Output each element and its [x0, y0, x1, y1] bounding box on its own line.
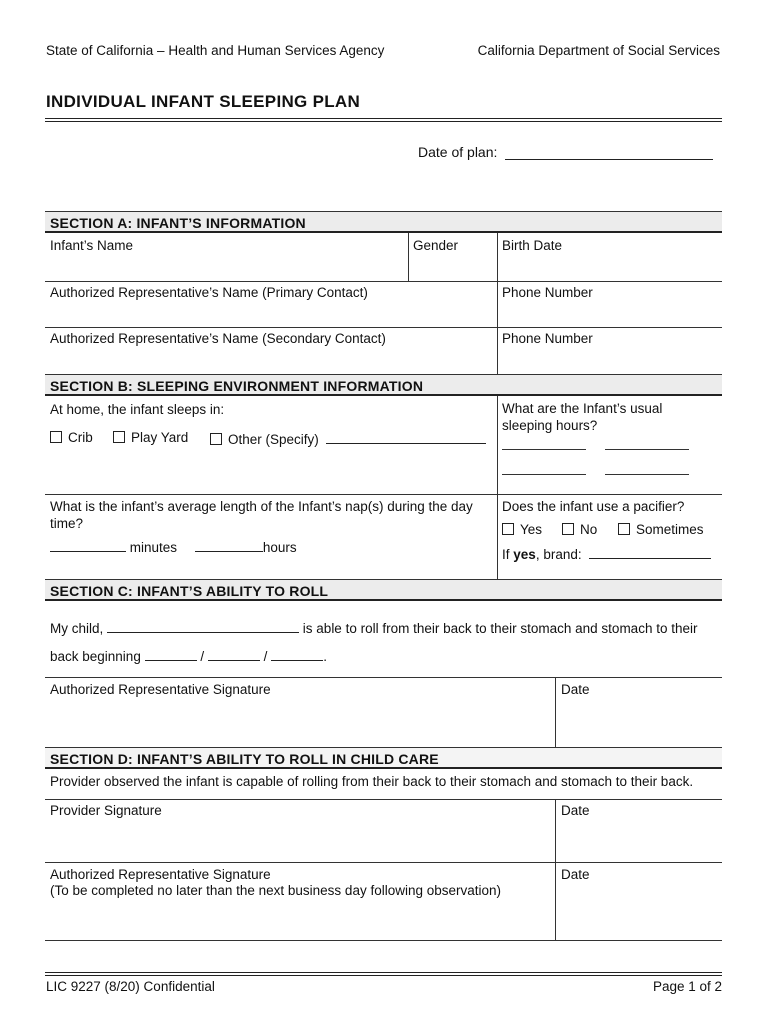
roll-statement-line1	[50, 619, 697, 636]
my-child-label: My child,	[50, 621, 104, 636]
nap-length-question: What is the infant’s average length of the Infant’s nap(s) during the day time?	[50, 499, 473, 531]
date-label: Date	[561, 682, 590, 697]
no-label: No	[580, 522, 598, 537]
divider	[497, 233, 498, 374]
section-b-heading: SECTION B: SLEEPING ENVIRONMENT INFORMATION	[50, 378, 424, 394]
divider	[555, 799, 556, 940]
roll-statement-line2	[50, 647, 327, 664]
section-a-header	[45, 211, 722, 233]
footer-divider	[45, 972, 722, 973]
row-divider	[45, 677, 722, 678]
minutes-label: minutes	[129, 540, 178, 555]
department-name: California Department of Social Services	[477, 43, 720, 58]
yes-bold: yes	[513, 547, 536, 562]
provider-observation: Provider observed the infant is capable of rolling from their back to their stomach and stomach to their back.	[50, 774, 694, 789]
other-specify-field[interactable]	[326, 430, 486, 444]
yes-label: Yes	[520, 522, 543, 537]
play-yard-label: Play Yard	[131, 430, 189, 445]
rep-signature-label: Authorized Representative Signature	[50, 682, 271, 697]
primary-contact-label: Authorized Representative’s Name (Primary Contact)	[50, 285, 368, 300]
title-divider	[45, 118, 722, 119]
sometimes-label: Sometimes	[636, 522, 704, 537]
form-title: INDIVIDUAL INFANT SLEEPING PLAN	[46, 92, 361, 111]
child-name-field[interactable]	[107, 619, 299, 633]
secondary-contact-label: Authorized Representative’s Name (Secondary Contact)	[50, 331, 386, 346]
date-of-plan-field[interactable]	[505, 145, 713, 160]
roll-statement-text: is able to roll from their back to their stomach and stomach to their	[302, 621, 698, 636]
sleep-hours-field[interactable]	[605, 474, 689, 475]
nap-duration	[50, 538, 297, 555]
divider	[497, 396, 498, 579]
roll-month-field[interactable]	[145, 647, 197, 661]
sleep-hours-field[interactable]	[502, 474, 586, 475]
agency-name: State of California – Health and Human Services Agency	[46, 43, 385, 58]
other-label: Other (Specify)	[228, 432, 319, 447]
pacifier-question: Does the infant use a pacifier?	[502, 499, 685, 514]
title-divider	[45, 121, 722, 122]
pacifier-no-checkbox[interactable]	[562, 523, 574, 535]
date-separator: /	[263, 649, 268, 664]
sleep-hours-field[interactable]	[502, 449, 586, 450]
page-number: Page 1 of 2	[652, 979, 722, 994]
infant-name-label: Infant’s Name	[50, 238, 134, 253]
row-divider	[45, 940, 722, 941]
pacifier-no-option[interactable]	[562, 522, 597, 537]
footer-divider	[45, 975, 722, 976]
pacifier-yes-checkbox[interactable]	[502, 523, 514, 535]
roll-day-field[interactable]	[208, 647, 260, 661]
sleep-hours-field[interactable]	[605, 449, 689, 450]
divider	[555, 677, 556, 747]
pacifier-brand	[502, 545, 711, 562]
pacifier-yes-option[interactable]	[502, 522, 542, 537]
pacifier-sometimes-option[interactable]	[618, 522, 704, 537]
play-yard-checkbox[interactable]	[113, 431, 125, 443]
row-divider	[45, 281, 722, 282]
other-option[interactable]	[210, 430, 486, 447]
provider-signature-label: Provider Signature	[50, 803, 162, 818]
period: .	[323, 649, 327, 664]
section-d-heading: SECTION D: INFANT’S ABILITY TO ROLL IN CHILD CARE	[50, 751, 439, 767]
date-label: Date	[561, 867, 590, 882]
section-a-heading: SECTION A: INFANT’S INFORMATION	[50, 215, 306, 231]
gender-label: Gender	[413, 238, 459, 253]
phone-number-label: Phone Number	[502, 285, 593, 300]
if-label: If	[502, 547, 510, 562]
hours-label: hours	[262, 540, 297, 555]
row-divider	[45, 799, 722, 800]
pacifier-sometimes-checkbox[interactable]	[618, 523, 630, 535]
crib-option[interactable]	[50, 430, 93, 445]
crib-checkbox[interactable]	[50, 431, 62, 443]
row-divider	[45, 494, 722, 495]
rep-signature-note: (To be completed no later than the next business day following observation)	[50, 883, 502, 898]
brand-field[interactable]	[589, 545, 711, 559]
play-yard-option[interactable]	[113, 430, 188, 445]
nap-hours-field[interactable]	[195, 538, 263, 552]
row-divider	[45, 862, 722, 863]
back-beginning-label: back beginning	[50, 649, 141, 664]
section-c-header	[45, 579, 722, 601]
row-divider	[45, 327, 722, 328]
date-of-plan-label: Date of plan:	[418, 144, 498, 160]
roll-year-field[interactable]	[271, 647, 323, 661]
rep-signature-label: Authorized Representative Signature	[50, 867, 271, 882]
home-sleep-label: At home, the infant sleeps in:	[50, 402, 225, 417]
section-c-heading: SECTION C: INFANT’S ABILITY TO ROLL	[50, 583, 329, 599]
other-checkbox[interactable]	[210, 433, 222, 445]
nap-minutes-field[interactable]	[50, 538, 126, 552]
birth-date-label: Birth Date	[502, 238, 563, 253]
date-of-plan	[418, 144, 713, 160]
section-d-header	[45, 747, 722, 769]
date-label: Date	[561, 803, 590, 818]
brand-label: , brand:	[535, 547, 582, 562]
usual-hours-question: What are the Infant’s usual sleeping hours?	[502, 401, 663, 433]
crib-label: Crib	[68, 430, 93, 445]
form-id: LIC 9227 (8/20) Confidential	[46, 979, 215, 994]
section-b-header	[45, 374, 722, 396]
divider	[408, 233, 409, 281]
date-separator: /	[200, 649, 205, 664]
phone-number-label: Phone Number	[502, 331, 593, 346]
